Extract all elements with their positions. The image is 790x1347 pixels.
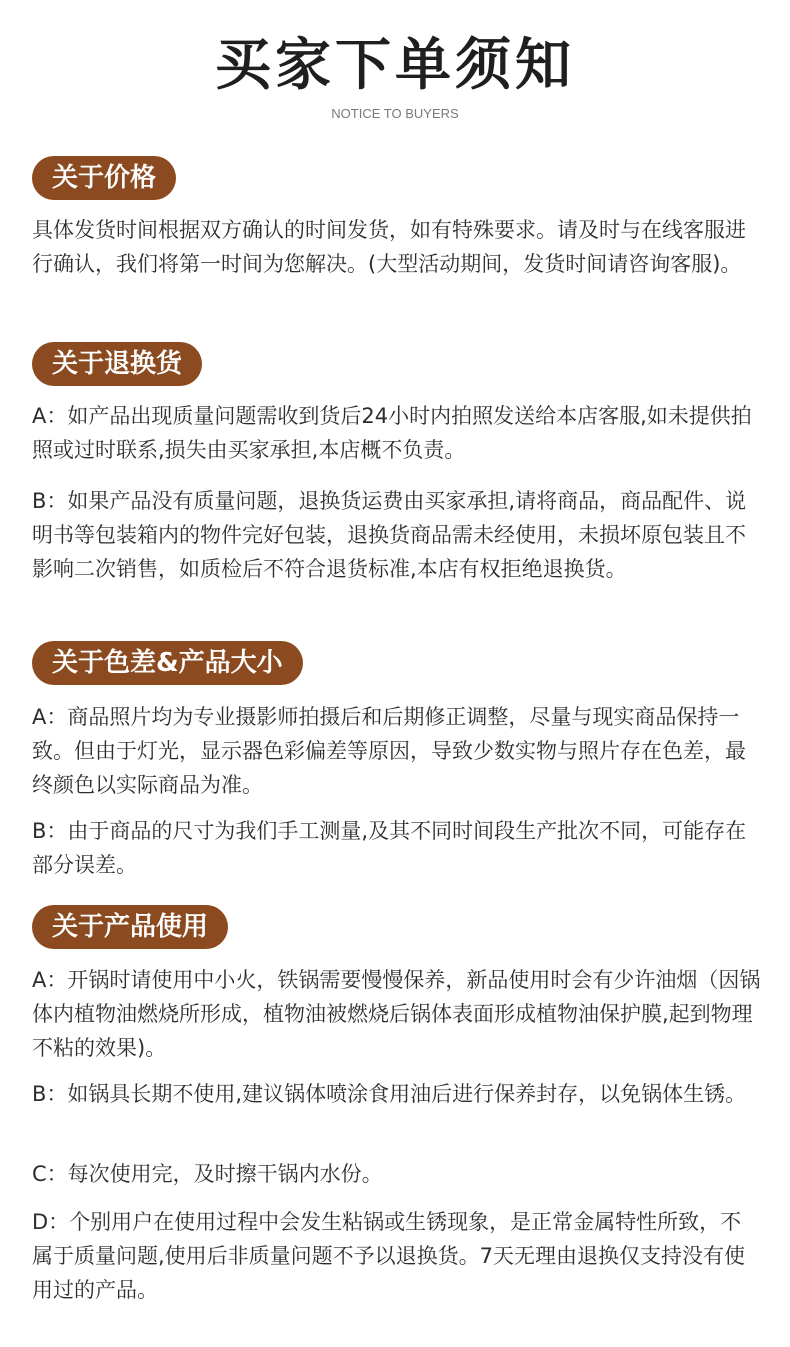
usage-paragraph-a: A：开锅时请使用中小火，铁锅需要慢慢保养，新品使用时会有少许油烟（因锅体内植物油燃烧所形成，植物油被燃烧后锅体表面形成植物油保护膜,起到物理不粘的效果)。	[32, 968, 761, 1060]
returns-paragraph-a: A：如产品出现质量问题需收到货后24小时内拍照发送给本店客服,如未提供拍照或过时联系,损失由买家承担,本店概不负责。	[32, 404, 752, 462]
usage-paragraph-c: C：每次使用完，及时擦干锅内水份。	[32, 1162, 383, 1186]
section-header-price: 关于价格	[32, 156, 176, 200]
page-subtitle: NOTICE TO BUYERS	[331, 106, 459, 121]
usage-paragraph-b: B：如锅具长期不使用,建议锅体喷涂食用油后进行保养封存，以免锅体生锈。	[32, 1082, 747, 1106]
page-title: 买家下单须知	[215, 33, 575, 98]
usage-paragraph-d: D：个别用户在使用过程中会发生粘锅或生锈现象，是正常金属特性所致，不属于质量问题,使用后非质量问题不予以退换货。7天无理由退换仅支持没有使用过的产品。	[32, 1210, 746, 1302]
color-size-paragraph-b: B：由于商品的尺寸为我们手工测量,及其不同时间段生产批次不同，可能存在部分误差。	[32, 819, 747, 877]
section-header-usage: 关于产品使用	[32, 905, 228, 949]
price-paragraph: 具体发货时间根据双方确认的时间发货，如有特殊要求。请及时与在线客服进行确认，我们将第一时间为您解决。(大型活动期间，发货时间请咨询客服)。	[32, 218, 746, 276]
section-header-color-size: 关于色差&产品大小	[32, 641, 303, 685]
returns-paragraph-b: B：如果产品没有质量问题，退换货运费由买家承担,请将商品，商品配件、说明书等包装箱内的物件完好包装，退换货商品需未经使用，未损坏原包装且不影响二次销售，如质检后不符合退货标准,本店有权拒绝退换货。	[32, 489, 747, 581]
color-size-paragraph-a: A：商品照片均为专业摄影师拍摄后和后期修正调整，尽量与现实商品保持一致。但由于灯光，显示器色彩偏差等原因，导致少数实物与照片存在色差，最终颜色以实际商品为准。	[32, 705, 746, 797]
section-header-returns: 关于退换货	[32, 342, 202, 386]
